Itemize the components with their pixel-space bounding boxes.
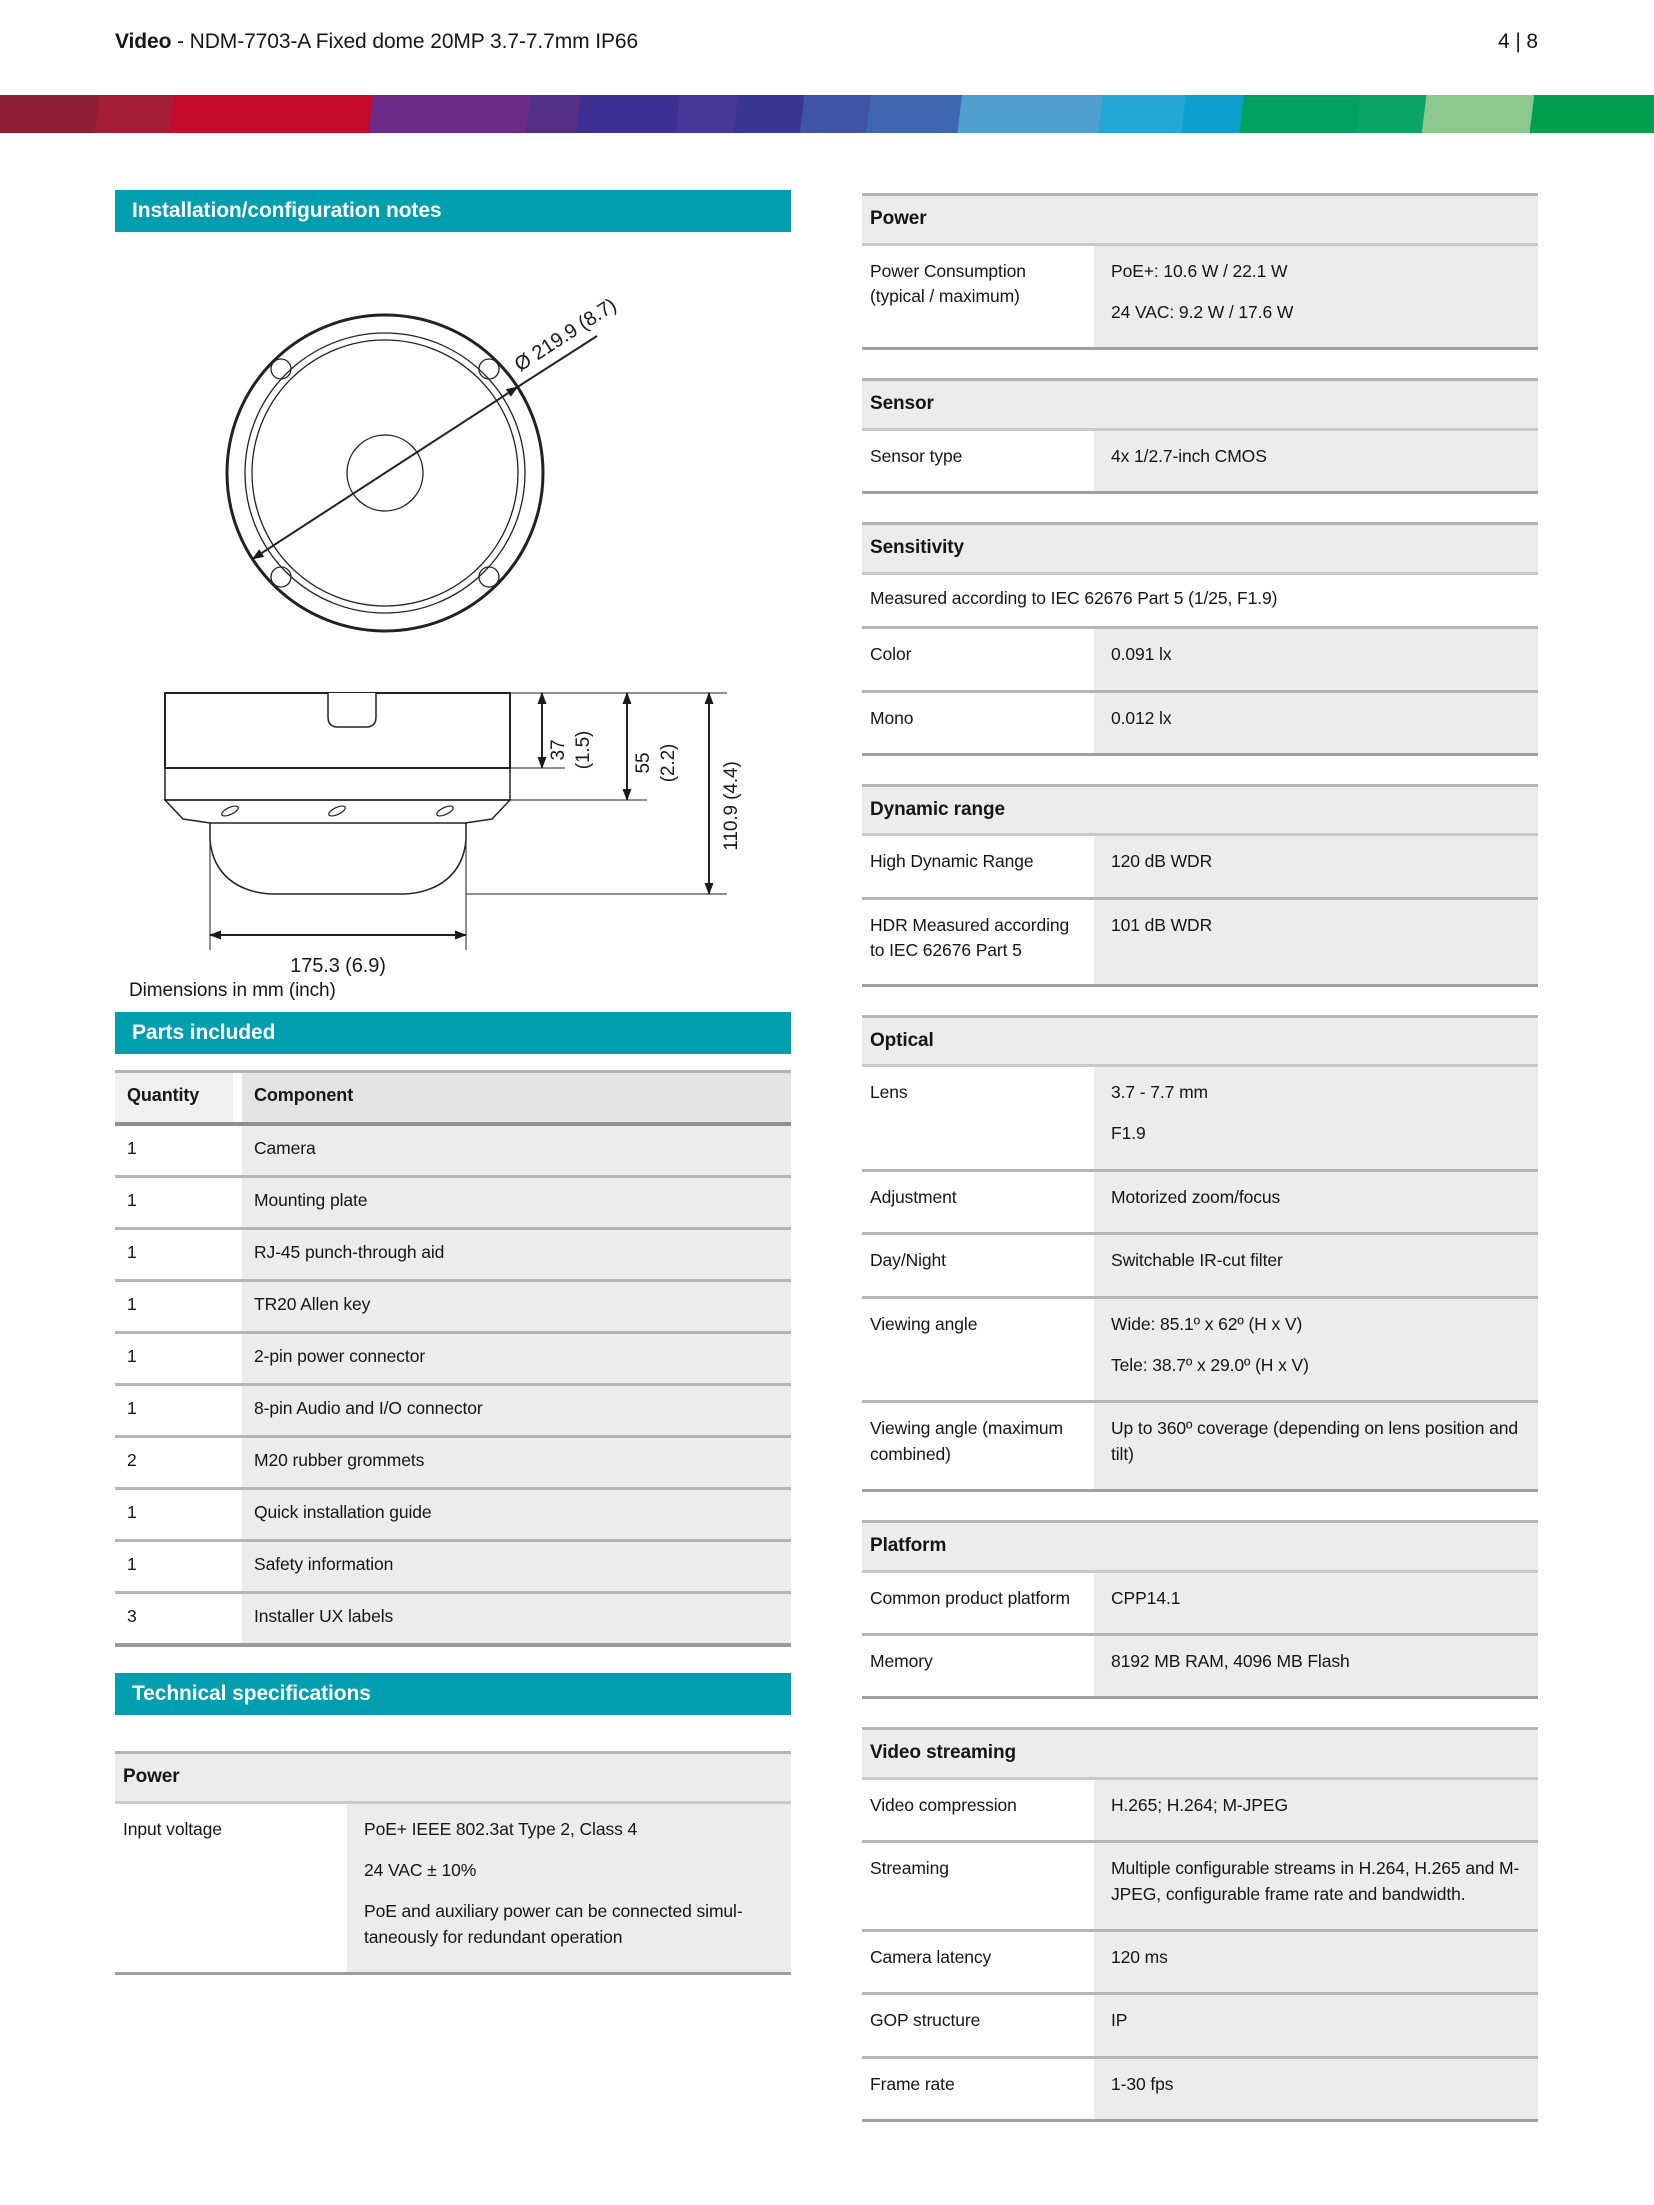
spec-note: Measured according to IEC 62676 Part 5 (1/25, F1.9): [862, 575, 1538, 629]
part-quantity: 1: [115, 1177, 233, 1229]
dim-55-inch-label: (2.2): [658, 743, 679, 783]
spec-value: [1094, 246, 1538, 348]
part-quantity: 1: [115, 1385, 233, 1437]
spec-value-line: 101 dB WDR: [1111, 914, 1213, 935]
spec-label: Sensor type: [870, 445, 963, 466]
mounting-skirt: [165, 800, 510, 823]
right-column: [862, 190, 1538, 2122]
spec-row: [862, 836, 1538, 899]
spec-row: [862, 1235, 1538, 1298]
column-header-quantity: Quantity: [115, 1072, 233, 1125]
spec-value: [1094, 1932, 1538, 1992]
document-category: Video: [115, 30, 172, 53]
part-quantity: 1: [115, 1124, 233, 1177]
spec-label: Power Consumption (typical / maximum): [870, 260, 1026, 306]
part-quantity: 1: [115, 1489, 233, 1541]
spec-label: Lens: [870, 1082, 908, 1103]
spec-row: [862, 1780, 1538, 1843]
spec-value-line: 4x 1/2.7-inch CMOS: [1111, 445, 1267, 466]
table-row: [115, 1541, 791, 1593]
screw-hole: [220, 804, 239, 818]
spec-value-line: 0.012 lx: [1111, 707, 1172, 728]
spec-row: [862, 900, 1538, 987]
spec-label: Common product platform: [870, 1587, 1071, 1608]
spec-value: [1094, 1573, 1538, 1633]
diameter-dimension-line: [253, 387, 518, 559]
spec-label: Streaming: [870, 1858, 949, 1879]
dimensions-note: Dimensions in mm (inch): [129, 980, 336, 1001]
column-header-component: Component: [242, 1072, 791, 1125]
screw-hole: [271, 359, 291, 379]
spec-row: [862, 2059, 1538, 2122]
spec-value: [1094, 431, 1538, 491]
spec-row: [862, 1067, 1538, 1172]
section-installation-notes: Installation/configuration notes: [115, 190, 791, 232]
screw-hole: [327, 804, 346, 818]
spec-row: [862, 1172, 1538, 1235]
spec-section-title: Platform: [862, 1520, 1538, 1573]
parts-table-header-row: [115, 1072, 791, 1125]
part-component: Installer UX labels: [242, 1593, 791, 1646]
dome-bubble: [210, 823, 466, 894]
spec-row: [862, 1932, 1538, 1995]
spec-value: [1094, 693, 1538, 753]
spec-value: [1094, 1067, 1538, 1169]
spec-value: [1094, 1843, 1538, 1929]
table-row: [115, 1593, 791, 1646]
spec-value-line: CPP14.1: [1111, 1587, 1181, 1608]
spec-section-sensor: [862, 378, 1538, 494]
spec-value-line: PoE+ IEEE 802.3at Type 2, Class 4: [364, 1818, 638, 1839]
part-quantity: 1: [115, 1541, 233, 1593]
part-quantity: 2: [115, 1437, 233, 1489]
spec-value: [1094, 1403, 1538, 1489]
spec-row: [862, 693, 1538, 756]
spec-value-line: Up to 360º coverage (depending on lens position and tilt): [1111, 1418, 1519, 1464]
top-view-drawing: [227, 294, 620, 631]
spec-value: [347, 1804, 791, 1973]
spec-section-power-input: [115, 1751, 791, 1975]
page-header: [115, 30, 1538, 54]
spec-section-sensitivity: [862, 522, 1538, 756]
screw-hole: [435, 804, 454, 818]
spec-section-title: Power: [115, 1751, 791, 1804]
spec-value: [1094, 629, 1538, 689]
diameter-label: Ø 219.9 (8.7): [510, 294, 621, 377]
spec-row: [862, 629, 1538, 692]
spec-value-line: PoE and auxiliary power can be connected simultaneously for redundant operation: [364, 1901, 743, 1947]
section-parts-included: Parts included: [115, 1012, 791, 1054]
spec-value-line: 120 ms: [1111, 1947, 1168, 1968]
part-quantity: 3: [115, 1593, 233, 1646]
spec-value-line: 3.7 - 7.7 mm: [1111, 1082, 1209, 1103]
installation-dimension-drawing: [115, 238, 791, 978]
part-component: M20 rubber grommets: [242, 1437, 791, 1489]
spec-value-line: 1-30 fps: [1111, 2073, 1174, 2094]
spec-value: [1094, 1235, 1538, 1295]
spec-section-platform: [862, 1520, 1538, 1699]
spec-label: Mono: [870, 707, 914, 728]
spec-row: [862, 1843, 1538, 1932]
spec-label: Viewing angle: [870, 1313, 978, 1334]
spec-section-power: [862, 193, 1538, 350]
table-row: [115, 1489, 791, 1541]
screw-hole: [479, 359, 499, 379]
spec-value: [1094, 1636, 1538, 1696]
part-component: Safety information: [242, 1541, 791, 1593]
spec-section-title: Power: [862, 193, 1538, 246]
dim-175-label: 175.3 (6.9): [290, 955, 386, 977]
spec-label: Adjustment: [870, 1186, 957, 1207]
spec-value-line: Wide: 85.1º x 62º (H x V): [1111, 1313, 1303, 1334]
spec-row: [862, 1573, 1538, 1636]
spec-value: [1094, 900, 1538, 984]
spec-value-line: 24 VAC: 9.2 W / 17.6 W: [1111, 301, 1294, 322]
spec-value: [1094, 2059, 1538, 2119]
part-component: TR20 Allen key: [242, 1281, 791, 1333]
page-number: 4 | 8: [1498, 30, 1538, 53]
spec-row: [862, 1299, 1538, 1404]
dim-37-inch-label: (1.5): [573, 730, 594, 770]
spec-section-title: Video streaming: [862, 1727, 1538, 1780]
spec-label: Color: [870, 644, 912, 665]
left-column: [115, 190, 791, 1975]
spec-value-line: Multiple configurable streams in H.264, H.265 and M-JPEG, configurable frame rate and bandwidth.: [1111, 1858, 1520, 1904]
dim-37-label: 37: [548, 739, 569, 761]
table-row: [115, 1229, 791, 1281]
spec-row: [862, 1403, 1538, 1492]
part-component: 2-pin power connector: [242, 1333, 791, 1385]
spec-section-title: Dynamic range: [862, 784, 1538, 837]
table-row: [115, 1333, 791, 1385]
part-quantity: 1: [115, 1229, 233, 1281]
table-row: [115, 1385, 791, 1437]
spec-value-line: Switchable IR-cut filter: [1111, 1250, 1283, 1271]
part-component: Mounting plate: [242, 1177, 791, 1229]
parts-table: [115, 1070, 791, 1647]
table-row: [115, 1124, 791, 1177]
spec-label: Input voltage: [123, 1818, 222, 1839]
table-row: [115, 1177, 791, 1229]
table-row: [115, 1281, 791, 1333]
document-title: [115, 30, 638, 54]
spec-value-line: IP: [1111, 2010, 1128, 2031]
spec-value: [1094, 1172, 1538, 1232]
screw-hole: [271, 567, 291, 587]
spec-label: Memory: [870, 1651, 933, 1672]
document-product-name: - NDM-7703-A Fixed dome 20MP 3.7-7.7mm IP66: [177, 30, 639, 53]
brand-color-bar: [0, 95, 1654, 133]
part-component: Camera: [242, 1124, 791, 1177]
spec-value-line: Tele: 38.7º x 29.0º (H x V): [1111, 1354, 1309, 1375]
spec-label: Frame rate: [870, 2073, 955, 2094]
dim-110-label: 110.9 (4.4): [721, 761, 742, 851]
dim-55-label: 55: [633, 752, 654, 774]
spec-value-line: 8192 MB RAM, 4096 MB Flash: [1111, 1651, 1350, 1672]
side-view-drawing: [165, 693, 742, 977]
part-quantity: 1: [115, 1333, 233, 1385]
part-component: RJ-45 punch-through aid: [242, 1229, 791, 1281]
spec-section-title: Optical: [862, 1015, 1538, 1068]
section-technical-specifications: Technical specifications: [115, 1673, 791, 1715]
spec-row: [115, 1804, 791, 1976]
spec-row: [862, 431, 1538, 494]
spec-value: [1094, 1995, 1538, 2055]
spec-section-video-streaming: [862, 1727, 1538, 2122]
spec-value-line: Motorized zoom/focus: [1111, 1186, 1281, 1207]
spec-label: Camera latency: [870, 1947, 992, 1968]
screw-hole: [479, 567, 499, 587]
spec-value: [1094, 1299, 1538, 1401]
spec-label: High Dynamic Range: [870, 851, 1034, 872]
cable-notch: [328, 693, 376, 727]
spec-section-title: Sensitivity: [862, 522, 1538, 575]
spec-value: [1094, 836, 1538, 896]
spec-value-line: 0.091 lx: [1111, 644, 1172, 665]
spec-label: HDR Measured according to IEC 62676 Part 5: [870, 914, 1070, 961]
spec-value-line: 24 VAC ± 10%: [364, 1859, 477, 1880]
spec-value-line: H.265; H.264; M-JPEG: [1111, 1794, 1288, 1815]
spec-row: [862, 246, 1538, 351]
spec-label: Day/Night: [870, 1250, 946, 1271]
spec-row: [862, 1995, 1538, 2058]
table-row: [115, 1437, 791, 1489]
spec-value: [1094, 1780, 1538, 1840]
spec-row: [862, 1636, 1538, 1699]
part-component: Quick installation guide: [242, 1489, 791, 1541]
spec-label: Video compression: [870, 1794, 1017, 1815]
part-component: 8-pin Audio and I/O connector: [242, 1385, 791, 1437]
spec-section-optical: [862, 1015, 1538, 1493]
spec-label: GOP structure: [870, 2010, 981, 2031]
spec-value-line: PoE+: 10.6 W / 22.1 W: [1111, 260, 1288, 281]
part-quantity: 1: [115, 1281, 233, 1333]
spec-value-line: F1.9: [1111, 1123, 1146, 1144]
spec-value-line: 120 dB WDR: [1111, 851, 1213, 872]
spec-section-dynamic-range: [862, 784, 1538, 987]
spec-label: Viewing angle (maximum combined): [870, 1418, 1063, 1464]
spec-section-title: Sensor: [862, 378, 1538, 431]
